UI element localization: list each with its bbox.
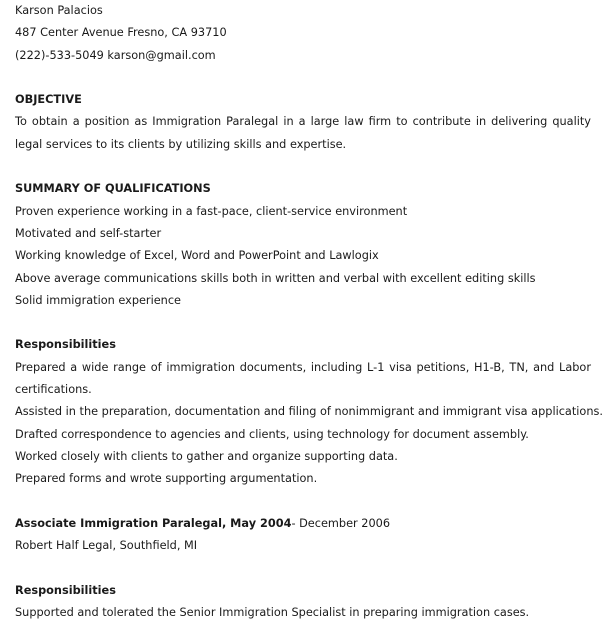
- responsibility-item: Supported and tolerated the Senior Immigration Specialist in preparing immigration cases.: [15, 606, 530, 620]
- spacer: [15, 491, 591, 513]
- contact-address: 487 Center Avenue Fresno, CA 93710: [15, 26, 227, 40]
- summary-item: Motivated and self-starter: [15, 226, 162, 240]
- summary-heading: SUMMARY OF QUALIFICATIONS: [15, 182, 211, 196]
- resume-page: [15, 0, 603, 624]
- job-employer: Robert Half Legal, Southfield, MI: [15, 539, 198, 553]
- job-title-dates: - December 2006: [291, 516, 391, 530]
- responsibilities-heading: Responsibilities: [15, 338, 116, 352]
- spacer: [15, 312, 591, 334]
- spacer: [15, 67, 591, 89]
- job-title: [15, 513, 591, 535]
- objective-heading: OBJECTIVE: [15, 93, 82, 107]
- responsibility-item: Prepared forms and wrote supporting argumentation.: [15, 472, 318, 486]
- spacer: [15, 156, 591, 178]
- summary-item: Solid immigration experience: [15, 293, 181, 307]
- responsibilities-heading: Responsibilities: [15, 583, 116, 597]
- summary-item: Above average communications skills both in written and verbal with excellent editing skills: [15, 271, 536, 285]
- spacer: [15, 557, 591, 579]
- responsibility-item: Assisted in the preparation, documentation and filing of nonimmigrant and immigrant visa applications.: [15, 405, 603, 419]
- summary-item: Proven experience working in a fast-pace, client-service environment: [15, 204, 408, 218]
- objective-text: To obtain a position as Immigration Paralegal in a large law firm to contribute in delivering quality legal services to its clients by utilizing skills and expertise.: [15, 115, 591, 151]
- contact-phone-email: (222)-533-5049 karson@gmail.com: [15, 48, 216, 62]
- responsibility-item: Worked closely with clients to gather and organize supporting data.: [15, 449, 398, 463]
- responsibility-item: Prepared a wide range of immigration documents, including L-1 visa petitions, H1-B, TN, and Labor certifications.: [15, 360, 591, 397]
- contact-name: Karson Palacios: [15, 4, 103, 17]
- responsibility-item: Drafted correspondence to agencies and clients, using technology for document assembly.: [15, 427, 529, 441]
- job-title-bold: Associate Immigration Paralegal, May 2004: [15, 516, 292, 530]
- summary-item: Working knowledge of Excel, Word and PowerPoint and Lawlogix: [15, 249, 379, 263]
